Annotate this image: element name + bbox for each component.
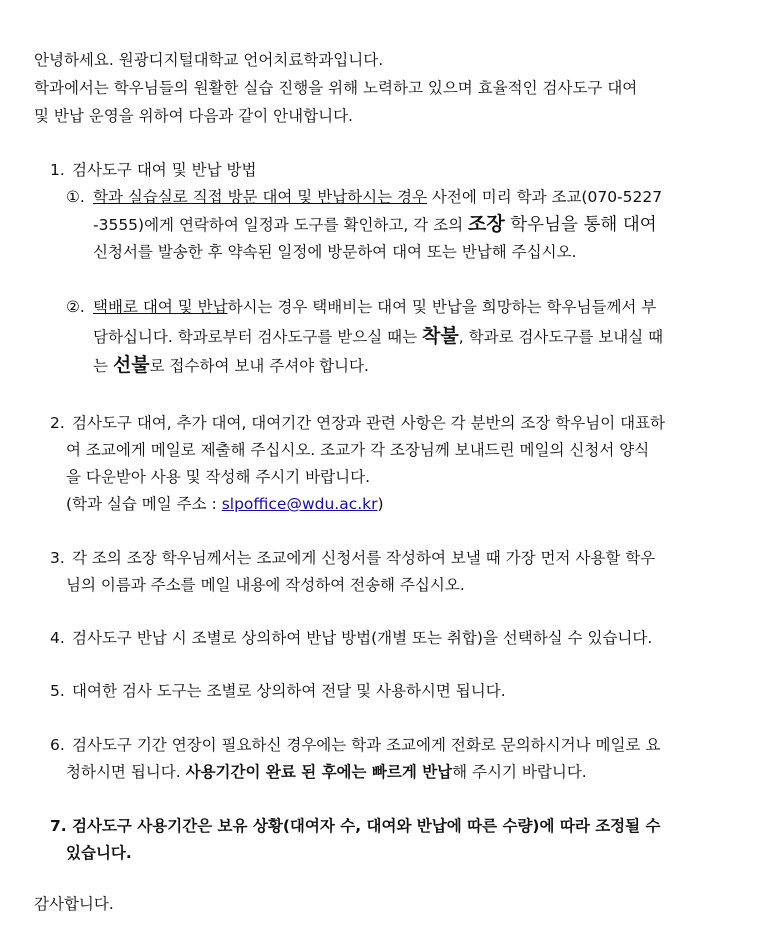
closing-text: 감사합니다. — [34, 895, 114, 913]
section-3-line-2: 님의 이름과 주소를 메일 내용에 작성하여 전송해 주십시오. — [66, 576, 465, 594]
section-3-text-1: 각 조의 조장 학우님께서는 조교에게 신청서를 작성하여 보낼 때 가장 먼저 사용할 학우 — [72, 549, 656, 567]
section-6-line-2 — [66, 759, 746, 785]
section-1-item-2-line-1 — [66, 294, 746, 320]
section-3-line-1 — [50, 545, 746, 571]
item-2-marker: ②. — [66, 298, 85, 316]
section-5-line-1 — [50, 678, 746, 704]
item-2-bold-cod: 착불 — [422, 325, 459, 347]
section-7-text-1: 검사도구 사용기간은 보유 상황(대여자 수, 대여와 반납에 따른 수량)에 따라 조정될 수 — [72, 817, 661, 835]
section-1-heading — [50, 157, 746, 183]
section-6-text-1: 검사도구 기간 연장이 필요하신 경우에는 학과 조교에게 전화로 문의하시거나 메일로 요 — [72, 736, 661, 754]
intro-line-1: 안녕하세요. 원광디지털대학교 언어치료학과입니다. — [34, 51, 384, 69]
section-2-line-3: 을 다운받아 사용 및 작성해 주시기 바랍니다. — [66, 468, 371, 486]
mail-prefix: (학과 실습 메일 주소 : — [66, 495, 222, 513]
item-2-text-rest: 하시는 경우 택배비는 대여 및 반납을 희망하는 학우님들께서 부 — [227, 298, 657, 316]
section-2-mail-line — [66, 491, 746, 517]
item-2-bold-prepaid: 선불 — [112, 354, 150, 376]
item-1-bold-leader: 조장 — [468, 213, 505, 235]
item-1-text-rest: 사전에 미리 학과 조교(070-5227 — [426, 188, 663, 206]
section-2-number: 2. — [50, 414, 65, 432]
item-2-underlined-text: 택배로 대여 및 반납 — [93, 298, 228, 316]
item-1-line-2-b: 학우님을 통해 대여 — [504, 215, 657, 235]
section-3-number: 3. — [50, 549, 65, 567]
item-1-marker: ①. — [66, 188, 85, 206]
section-1-item-2-line-2 — [93, 323, 746, 350]
section-4-text-1: 검사도구 반납 시 조별로 상의하여 반납 방법(개별 또는 취합)을 선택하실 수 있습니다. — [72, 629, 653, 647]
item-2-line-2-b: , 학과로 검사도구를 보내실 때 — [458, 328, 664, 346]
email-link[interactable]: slpoffice@wdu.ac.kr — [221, 495, 378, 513]
intro-line-2: 학과에서는 학우님들의 원활한 실습 진행을 위해 노력하고 있으며 효율적인 검사도구 대여 — [34, 79, 638, 97]
section-7-line-1 — [50, 813, 746, 839]
section-1-item-1-line-2 — [93, 211, 746, 238]
section-6-line-2-a: 청하시면 됩니다. — [66, 763, 186, 781]
section-1-item-2-line-3 — [93, 352, 746, 379]
item-1-line-2-a: -3555)에게 연락하여 일정과 도구를 확인하고, 각 조의 — [93, 216, 468, 234]
section-4-number: 4. — [50, 629, 65, 647]
intro-line-3: 및 반납 운영을 위하여 다음과 같이 안내합니다. — [34, 107, 353, 125]
section-1-item-1-line-3: 신청서를 발송한 후 약속된 일정에 방문하여 대여 또는 반납해 주십시오. — [93, 243, 577, 261]
section-5-text-1: 대여한 검사 도구는 조별로 상의하여 전달 및 사용하시면 됩니다. — [72, 682, 506, 700]
item-2-line-3-a: 는 — [93, 357, 113, 375]
item-2-line-3-b: 로 접수하여 보내 주셔야 합니다. — [149, 357, 369, 375]
section-2-line-1 — [50, 410, 746, 436]
section-1-number: 1. — [50, 161, 65, 179]
section-5-number: 5. — [50, 682, 65, 700]
section-7-line-2: 있습니다. — [66, 844, 132, 862]
section-6-bold-return: 사용기간이 완료 된 후에는 빠르게 반납 — [185, 763, 453, 781]
section-4-line-1 — [50, 625, 746, 651]
section-2-text-1: 검사도구 대여, 추가 대여, 대여기간 연장과 관련 사항은 각 분반의 조장 학우님이 대표하 — [72, 414, 666, 432]
section-6-number: 6. — [50, 736, 65, 754]
section-6-line-1 — [50, 732, 746, 758]
mail-suffix: ) — [377, 495, 384, 513]
section-7-number: 7. — [50, 817, 67, 835]
section-2-line-2: 여 조교에게 메일로 제출해 주십시오. 조교가 각 조장님께 보내드린 메일의 신청서 양식 — [66, 441, 650, 459]
item-1-underlined-text: 학과 실습실로 직접 방문 대여 및 반납하시는 경우 — [93, 188, 427, 206]
section-1-item-1-line-1 — [66, 184, 746, 210]
item-2-line-2-a: 담하십니다. 학과로부터 검사도구를 받으실 때는 — [93, 328, 423, 346]
section-6-line-2-b: 해 주시기 바랍니다. — [452, 763, 587, 781]
section-1-title: 검사도구 대여 및 반납 방법 — [72, 161, 257, 179]
